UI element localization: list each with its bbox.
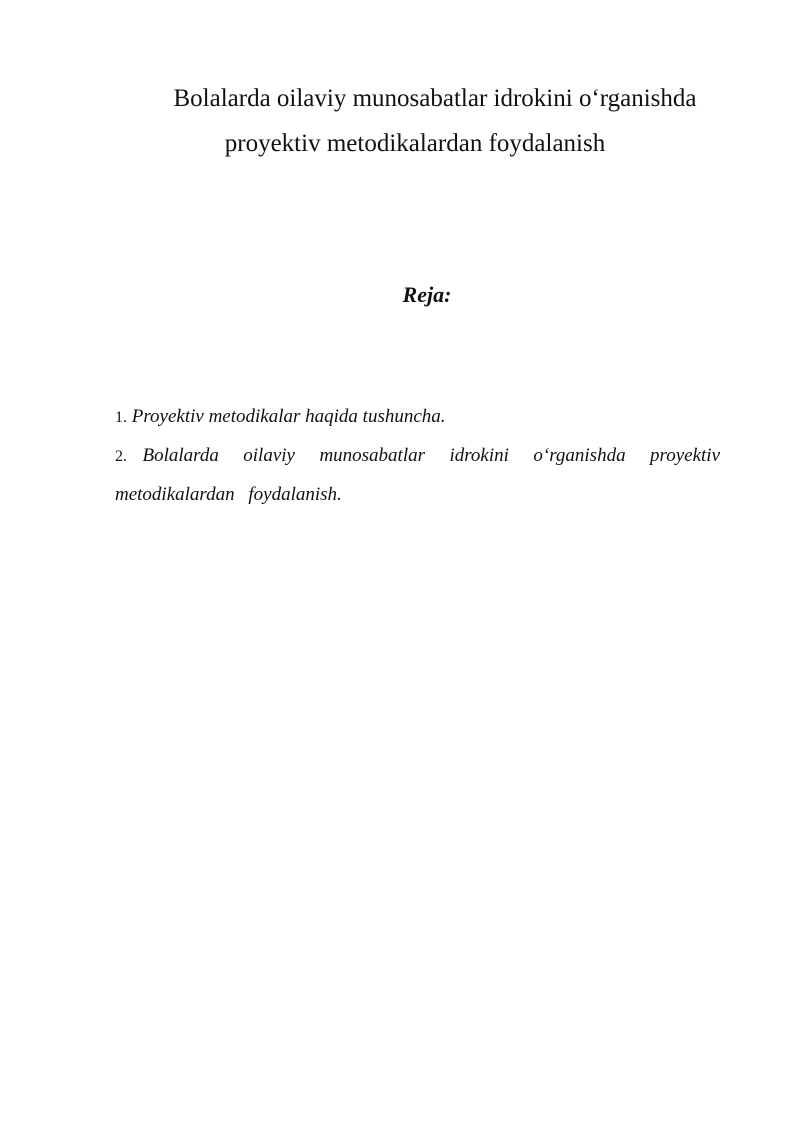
- plan-item-text: Bolalarda oilaviy munosabatlar idrokini o‘rganishda proyektiv metodikalardan foydalanish.: [115, 445, 721, 505]
- plan-heading: Reja:: [402, 282, 452, 307]
- plan-item-number: 2.: [115, 448, 127, 465]
- plan-list: [115, 398, 720, 514]
- title-line-2: proyektiv metodikalardan foydalanish: [224, 130, 606, 157]
- plan-item-1: [115, 398, 720, 437]
- plan-item-number: 1.: [115, 409, 127, 426]
- document-title: [110, 76, 720, 166]
- title-line-1: Bolalarda oilaviy munosabatlar idrokini o‘rganishda: [173, 85, 697, 112]
- plan-item-2: [115, 437, 720, 514]
- plan-item-text: Proyektiv metodikalar haqida tushuncha.: [131, 406, 446, 427]
